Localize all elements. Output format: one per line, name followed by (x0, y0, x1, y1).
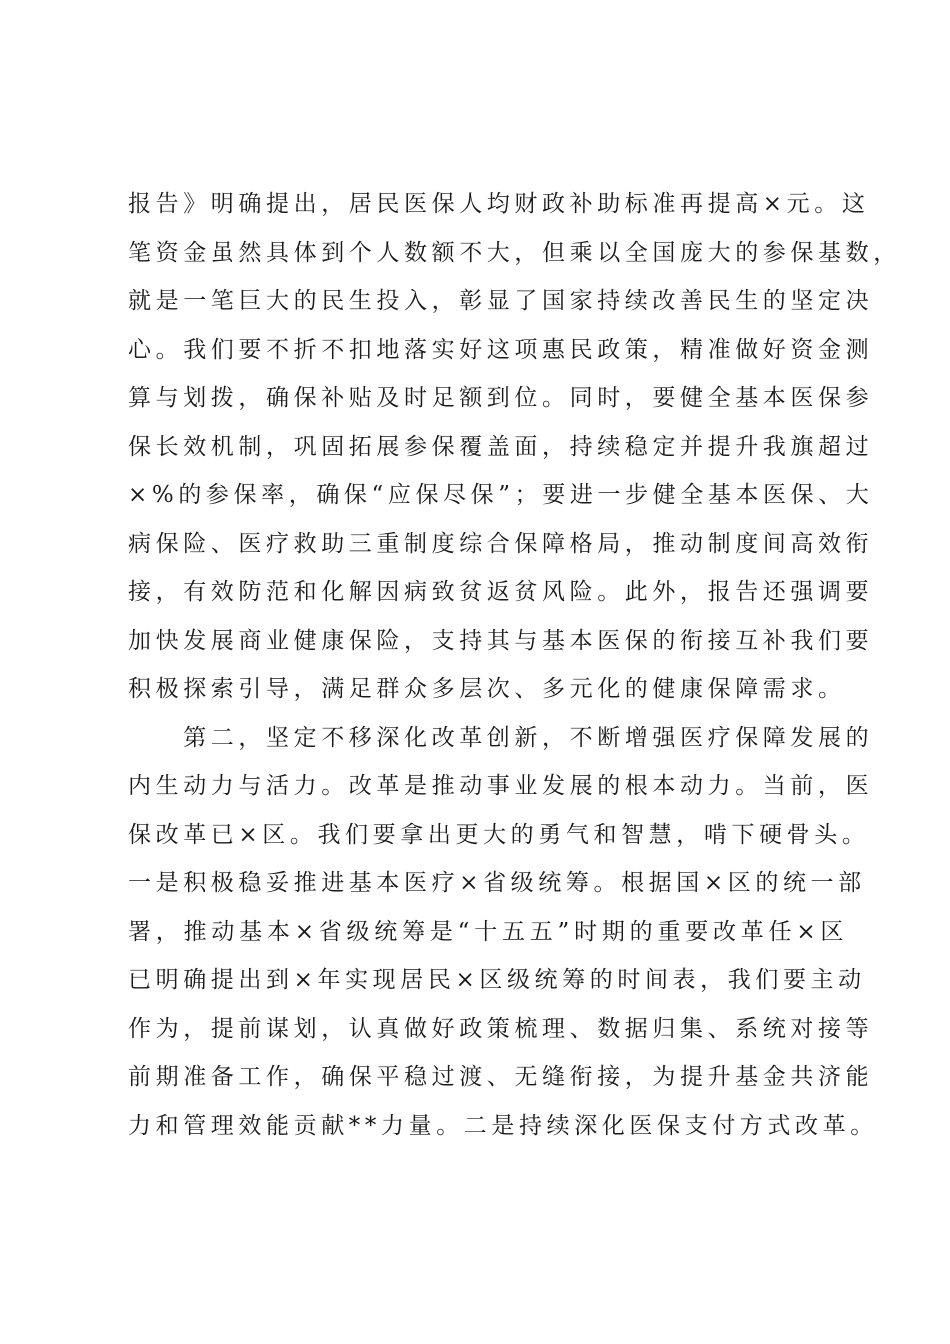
text-line: 保长效机制，巩固拓展参保覆盖面，持续稳定并提升我旗超过 (128, 433, 874, 460)
text-line: 保改革已×区。我们要拿出更大的勇气和智慧，啃下硬骨头。 (128, 821, 870, 848)
text-line: 一是积极稳妥推进基本医疗×省级统筹。根据国×区的统一部 (128, 870, 866, 896)
text-line: 算与划拨，确保补贴及时足额到位。同时，要健全基本医保参 (128, 385, 874, 411)
text-line: 报告》明确提出，居民医保人均财政补助标准再提高×元。这 (128, 191, 870, 217)
text-line: 已明确提出到×年实现居民×区级统筹的时间表，我们要主动 (128, 967, 866, 993)
text-line: 心。我们要不折不扣地落实好这项惠民政策，精准做好资金测 (128, 336, 874, 363)
text-line: 接，有效防范和化解因病致贫返贫风险。此外，报告还强调要 (128, 579, 874, 605)
text-line: 署，推动基本×省级统筹是“十五五”时期的重要改革任×区 (128, 918, 848, 945)
text-line: 力和管理效能贡献**力量。二是持续深化医保支付方式改革。 (128, 1112, 878, 1139)
text-line: ×%的参保率，确保“应保尽保”；要进一步健全基本医保、大 (128, 482, 874, 508)
text-line: 前期准备工作，确保平稳过渡、无缝衔接，为提升基金共济能 (128, 1064, 874, 1090)
text-line: 就是一笔巨大的民生投入，彰显了国家持续改善民生的坚定决 (128, 288, 874, 314)
text-line: 作为，提前谋划，认真做好政策梳理、数据归集、系统对接等 (128, 1015, 874, 1042)
text-line: 内生动力与活力。改革是推动事业发展的根本动力。当前，医 (128, 773, 874, 799)
text-line: 笔资金虽然具体到个人数额不大，但乘以全国庞大的参保基数， (128, 239, 901, 266)
body-text (128, 180, 901, 1150)
text-line: 积极探索引导，满足群众多层次、多元化的健康保障需求。 (128, 676, 846, 702)
paragraph-start-line: 第二，坚定不移深化改革创新，不断增强医疗保障发展的 (128, 724, 874, 751)
text-line: 病保险、医疗救助三重制度综合保障格局，推动制度间高效衔 (128, 530, 874, 557)
text-line: 加快发展商业健康保险，支持其与基本医保的衔接互补我们要 (128, 627, 874, 654)
